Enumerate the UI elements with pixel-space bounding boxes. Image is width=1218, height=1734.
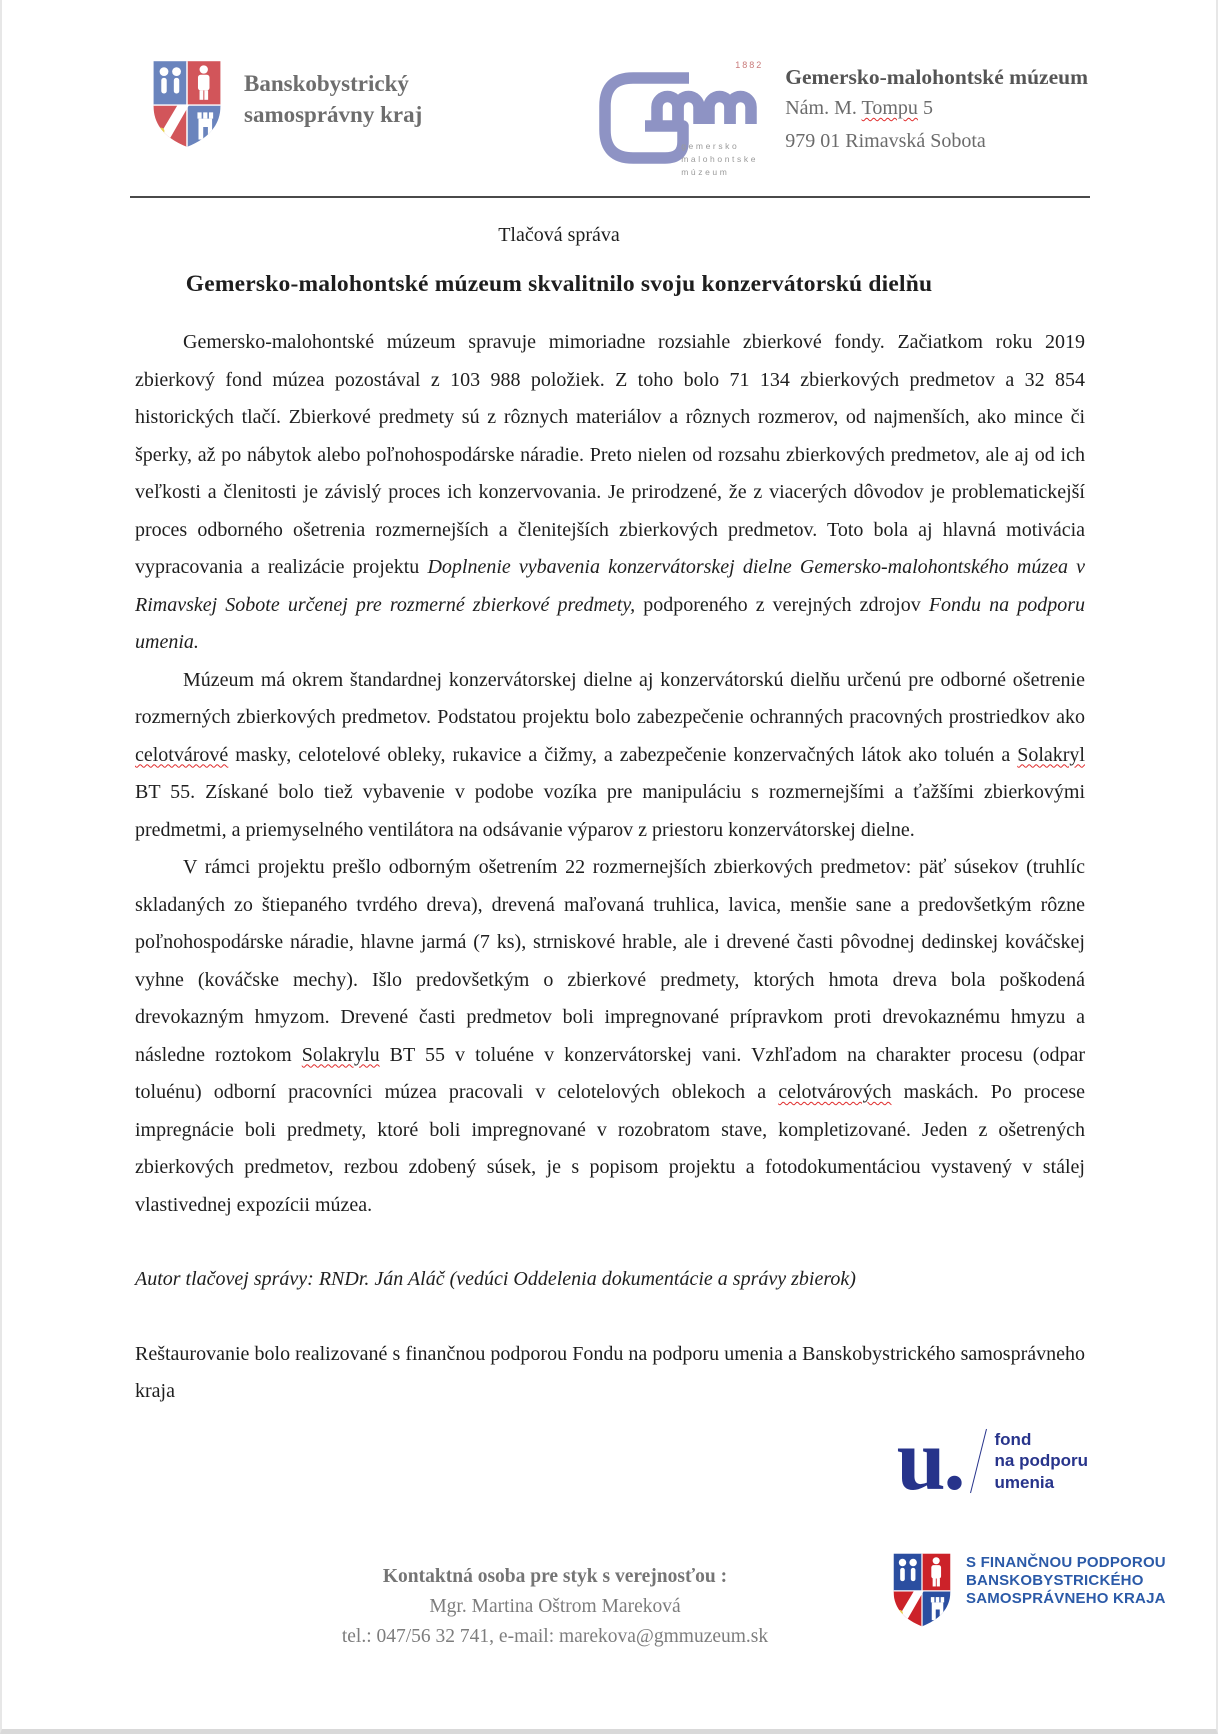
text-run: Nám. M. xyxy=(785,97,862,119)
fpu-divider-line xyxy=(970,1429,987,1493)
gmm-caption-line: malohontske xyxy=(681,154,759,164)
gmm-logo xyxy=(591,58,769,184)
support-caption-line: BANSKOBYSTRICKÉHO xyxy=(966,1572,1144,1589)
text-run-misspelled: Solakryl xyxy=(1017,743,1085,766)
support-caption xyxy=(966,1554,1166,1608)
paragraph-treatment xyxy=(135,849,1085,1224)
text-run-italic: Doplnenie vybavenia konzervátorskej dielne Gemersko-malohontského múzea v Rimavskej Sobote určenej pre rozmerné zbierkové predmety, xyxy=(135,556,1086,616)
paragraph-project-scope xyxy=(135,662,1085,850)
contact-details: tel.: 047/56 32 741, e-mail: marekova@gmmuzeum.sk xyxy=(341,1626,769,1647)
bbsk-logo-block xyxy=(150,58,422,150)
fpu-logo xyxy=(896,1412,1088,1509)
author-line: Autor tlačovej správy: RNDr. Ján Aláč (vedúci Oddelenia dokumentácie a správy zbierok) xyxy=(135,1268,856,1290)
gmm-logo-caption xyxy=(681,140,758,179)
bbsk-name-line2: samosprávny kraj xyxy=(244,102,423,127)
bbsk-name xyxy=(244,68,422,130)
fpu-u-mark-icon: u. xyxy=(896,1412,964,1509)
text-run-misspelled: celotvárových xyxy=(778,1081,892,1103)
gmm-caption-line: gemersko xyxy=(681,141,740,151)
document-kicker: Tlačová správa xyxy=(498,224,620,246)
gmm-block xyxy=(591,58,1088,184)
document-body xyxy=(135,324,1085,1411)
fpu-word-line: na podporu xyxy=(994,1451,1088,1471)
text-run-misspelled: Solakrylu xyxy=(301,1043,380,1066)
support-caption-line: SAMOSPRÁVNEHO KRAJA xyxy=(966,1590,1166,1607)
bbsk-coat-of-arms-icon xyxy=(890,1551,954,1629)
fpu-word-line: fond xyxy=(994,1429,1032,1449)
gmm-founding-year: 1882 xyxy=(735,60,764,70)
text-run: maskách. Po procese impregnácie boli predmety, ktoré boli impregnované v rozobratom stave, kompletizované. Jeden z ošetrených zbierkových predmetov, rezbou zdobený súsek, je s popisom projektu a fotodokumentáciou vystavený v stálej vlastivednej expozícii múzea. xyxy=(135,1081,1085,1216)
text-run: BT 55. Získané bolo tiež vybavenie v podobe vozíka pre manipuláciu s rozmernejšími a ťažšími zbierkovými predmetmi, a priemyselného ventilátora na odsávanie výparov z priestoru konzervátorskej dielne. xyxy=(135,781,1085,841)
header-divider xyxy=(130,196,1090,198)
support-caption-line: S FINANČNOU PODPOROU xyxy=(966,1554,1166,1571)
fpu-word-line: umenia xyxy=(994,1472,1055,1492)
text-run: masky, celotelové obleky, rukavice a čižmy, a zabezpečenie konzervačných látok ako toluén a xyxy=(228,743,1018,766)
text-run-italic: Fondu na podporu umenia. xyxy=(135,593,1086,653)
header xyxy=(150,58,1088,184)
text-run: 5 xyxy=(917,97,933,119)
text-run: BT 55 v toluéne v konzervátorskej vani. Vzhľadom na charakter procesu (odpar toluénu) odborní pracovníci múzea pracovali v celotelových oblekoch a xyxy=(135,1043,1085,1103)
paragraph-collections xyxy=(135,324,1085,662)
contact-block xyxy=(132,1562,978,1652)
museum-contact-block xyxy=(785,62,1088,158)
document-title: Gemersko-malohontské múzeum skvalitnilo svoju konzervátorskú dielňu xyxy=(185,271,933,297)
text-run: Gemersko-malohontské múzeum spravuje mimoriadne rozsiahle zbierkové fondy. Začiatkom roku 2019 zbierkový fond múzea pozostával z 103 988 položiek. Z toho bolo 71 134 zbierkových predmetov a 32 854 historických tlačí. Zbierkové predmety sú z rôznych materiálov a rôznych rozmerov, od najmenších, ako mince či šperky, až po nábytok alebo poľnohospodárske náradie. Preto nielen od rozsahu zbierkových predmetov, ale aj od ich veľkosti a členitosti je závislý proces ich konzervovania. Je prirodzené, že z viacerých dôvodov je problematickejší proces odborného ošetrenia rozmernejších a členitejších zbierkových predmetov. Toto bola aj hlavná motivácia vypracovania a realizácie projektu xyxy=(135,331,1085,578)
text-run-misspelled: Tompu xyxy=(861,97,918,119)
gmm-caption-line: múzeum xyxy=(681,167,730,177)
contact-heading: Kontaktná osoba pre styk s verejnosťou : xyxy=(382,1566,728,1587)
text-run: Múzeum má okrem štandardnej konzervátorskej dielne aj konzervátorskú dielňu určenú pre odborné ošetrenie rozmerných zbierkových predmetov. Podstatou projektu bolo zabezpečenie ochranných pracovných prostriedkov ako xyxy=(135,668,1085,728)
bbsk-name-line1: Banskobystrický xyxy=(244,71,409,96)
museum-street xyxy=(785,92,1088,125)
bbsk-support-logo xyxy=(890,1551,1166,1629)
text-run: V rámci projektu prešlo odborným ošetrením 22 rozmernejších zbierkových predmetov: päť súsekov (truhlíc skladaných zo štiepaného tvrdého dreva), drevená maľovaná truhlica, lavica, menšie sane a predovšetkým rôzne poľnohospodárske náradie, hlavne jarmá (7 ks), strniskové hrable, ale i drevené časti pôvodnej dedinskej kováčskej vyhne (kováčske mechy). Išlo predovšetkým o zbierkové predmety, ktorých hmota dreva bola poškodená drevokazným hmyzom. Drevené časti predmetov boli impregnované prípravkom proti drevokaznému hmyzu a následne roztokom xyxy=(135,856,1085,1066)
text-run-misspelled: celotvárové xyxy=(135,743,229,766)
museum-name: Gemersko-malohontské múzeum xyxy=(785,65,1088,89)
funding-line: Reštaurovanie bolo realizované s finančnou podporou Fondu na podporu umenia a Banskobystrického samosprávneho kraja xyxy=(135,1342,1085,1402)
contact-name: Mgr. Martina Oštrom Mareková xyxy=(429,1596,681,1617)
text-run: podporeného z verejných zdrojov xyxy=(635,593,929,616)
fpu-wordmark xyxy=(995,1429,1088,1494)
museum-city: 979 01 Rimavská Sobota xyxy=(785,130,986,152)
bbsk-coat-of-arms-icon xyxy=(150,58,224,150)
